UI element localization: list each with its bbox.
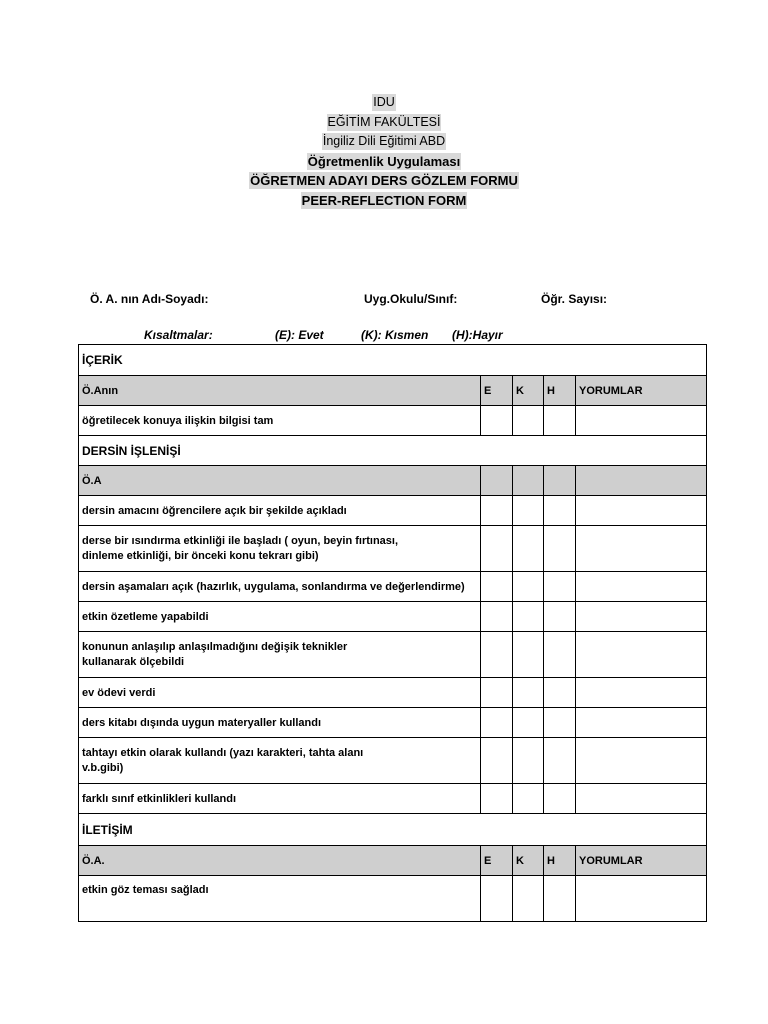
header-comments: YORUMLAR xyxy=(576,846,707,876)
table-row xyxy=(79,738,707,784)
abbr-evet: (E): Evet xyxy=(275,328,324,342)
table-row xyxy=(79,708,707,738)
header-form-subtitle: PEER-REFLECTION FORM xyxy=(301,192,467,208)
k-cell[interactable] xyxy=(513,406,544,436)
table-header-row xyxy=(79,846,707,876)
h-cell[interactable] xyxy=(544,708,576,738)
k-cell[interactable] xyxy=(513,572,544,602)
k-cell[interactable] xyxy=(513,496,544,526)
form-header xyxy=(0,94,768,211)
header-faculty: EĞİTİM FAKÜLTESİ xyxy=(327,114,441,129)
header-department: İngiliz Dili Eğitimi ABD xyxy=(322,134,446,148)
criterion-line: konunun anlaşılıp anlaşılmadığını değişik teknikler xyxy=(82,640,348,653)
criterion-label: ev ödevi verdi xyxy=(79,678,481,708)
e-cell[interactable] xyxy=(481,876,513,922)
school-label: Uyg.Okulu/Sınıf: xyxy=(364,292,458,306)
criterion-label: etkin göz teması sağladı xyxy=(79,876,481,922)
criterion-label xyxy=(79,632,481,678)
comment-cell[interactable] xyxy=(576,526,707,572)
table-row xyxy=(79,632,707,678)
header-comments: YORUMLAR xyxy=(576,376,707,406)
comment-cell[interactable] xyxy=(576,602,707,632)
comment-cell[interactable] xyxy=(576,406,707,436)
h-cell[interactable] xyxy=(544,526,576,572)
section-row xyxy=(79,814,707,846)
k-cell[interactable] xyxy=(513,602,544,632)
header-label: Ö.A. xyxy=(79,846,481,876)
header-h xyxy=(544,466,576,496)
table-row xyxy=(79,876,707,922)
criterion-label: farklı sınıf etkinlikleri kullandı xyxy=(79,784,481,814)
header-k: K xyxy=(513,376,544,406)
k-cell[interactable] xyxy=(513,784,544,814)
criterion-label: dersin aşamaları açık (hazırlık, uygulama, sonlandırma ve değerlendirme) xyxy=(79,572,481,602)
h-cell[interactable] xyxy=(544,572,576,602)
e-cell[interactable] xyxy=(481,738,513,784)
header-k: K xyxy=(513,846,544,876)
header-label: Ö.Anın xyxy=(79,376,481,406)
e-cell[interactable] xyxy=(481,678,513,708)
header-h: H xyxy=(544,846,576,876)
k-cell[interactable] xyxy=(513,708,544,738)
section-row xyxy=(79,436,707,466)
e-cell[interactable] xyxy=(481,496,513,526)
h-cell[interactable] xyxy=(544,632,576,678)
e-cell[interactable] xyxy=(481,708,513,738)
h-cell[interactable] xyxy=(544,496,576,526)
table-row xyxy=(79,572,707,602)
comment-cell[interactable] xyxy=(576,572,707,602)
abbreviations-title: Kısaltmalar: xyxy=(144,328,213,342)
table-row xyxy=(79,406,707,436)
e-cell[interactable] xyxy=(481,784,513,814)
criterion-line: tahtayı etkin olarak kullandı (yazı karakteri, tahta alanı xyxy=(82,746,364,759)
e-cell[interactable] xyxy=(481,632,513,678)
k-cell[interactable] xyxy=(513,632,544,678)
header-e xyxy=(481,466,513,496)
criterion-line: kullanarak ölçebildi xyxy=(82,655,185,668)
table-row xyxy=(79,602,707,632)
section-title: DERSİN İŞLENİŞİ xyxy=(79,436,707,466)
table-row xyxy=(79,678,707,708)
abbr-kismen: (K): Kısmen xyxy=(361,328,429,342)
header-label: Ö.A xyxy=(79,466,481,496)
h-cell[interactable] xyxy=(544,602,576,632)
h-cell[interactable] xyxy=(544,876,576,922)
header-comments xyxy=(576,466,707,496)
e-cell[interactable] xyxy=(481,602,513,632)
comment-cell[interactable] xyxy=(576,678,707,708)
comment-cell[interactable] xyxy=(576,784,707,814)
header-h: H xyxy=(544,376,576,406)
table-row xyxy=(79,496,707,526)
criterion-label: dersin amacını öğrencilere açık bir şekilde açıkladı xyxy=(79,496,481,526)
criterion-line: derse bir ısındırma etkinliği ile başladı ( oyun, beyin fırtınası, xyxy=(82,534,399,547)
table-header-row xyxy=(79,466,707,496)
criterion-label xyxy=(79,738,481,784)
e-cell[interactable] xyxy=(481,526,513,572)
header-e: E xyxy=(481,846,513,876)
observation-table xyxy=(78,344,707,922)
student-count-label: Öğr. Sayısı: xyxy=(541,292,608,306)
h-cell[interactable] xyxy=(544,678,576,708)
criterion-line: dinleme etkinliği, bir önceki konu tekrarı gibi) xyxy=(82,549,319,562)
criterion-label xyxy=(79,526,481,572)
e-cell[interactable] xyxy=(481,406,513,436)
table-header-row xyxy=(79,376,707,406)
header-e: E xyxy=(481,376,513,406)
header-form-title: ÖĞRETMEN ADAYI DERS GÖZLEM FORMU xyxy=(250,173,518,188)
criterion-label: öğretilecek konuya ilişkin bilgisi tam xyxy=(79,406,481,436)
section-title: İLETİŞİM xyxy=(79,814,707,846)
section-row xyxy=(79,345,707,376)
comment-cell[interactable] xyxy=(576,708,707,738)
k-cell[interactable] xyxy=(513,678,544,708)
header-institution: IDU xyxy=(373,95,395,109)
name-label: Ö. A. nın Adı-Soyadı: xyxy=(90,292,209,306)
k-cell[interactable] xyxy=(513,738,544,784)
comment-cell[interactable] xyxy=(576,632,707,678)
abbr-hayir: (H):Hayır xyxy=(452,328,503,342)
k-cell[interactable] xyxy=(513,526,544,572)
h-cell[interactable] xyxy=(544,406,576,436)
h-cell[interactable] xyxy=(544,784,576,814)
table-row xyxy=(79,526,707,572)
header-k xyxy=(513,466,544,496)
table-row xyxy=(79,784,707,814)
h-cell[interactable] xyxy=(544,738,576,784)
comment-cell[interactable] xyxy=(576,738,707,784)
criterion-label: etkin özetleme yapabildi xyxy=(79,602,481,632)
criterion-line: v.b.gibi) xyxy=(82,761,124,774)
criterion-label: ders kitabı dışında uygun materyaller kullandı xyxy=(79,708,481,738)
e-cell[interactable] xyxy=(481,572,513,602)
section-title: İÇERİK xyxy=(79,345,707,376)
k-cell[interactable] xyxy=(513,876,544,922)
comment-cell[interactable] xyxy=(576,496,707,526)
header-course: Öğretmenlik Uygulaması xyxy=(307,153,461,169)
comment-cell[interactable] xyxy=(576,876,707,922)
